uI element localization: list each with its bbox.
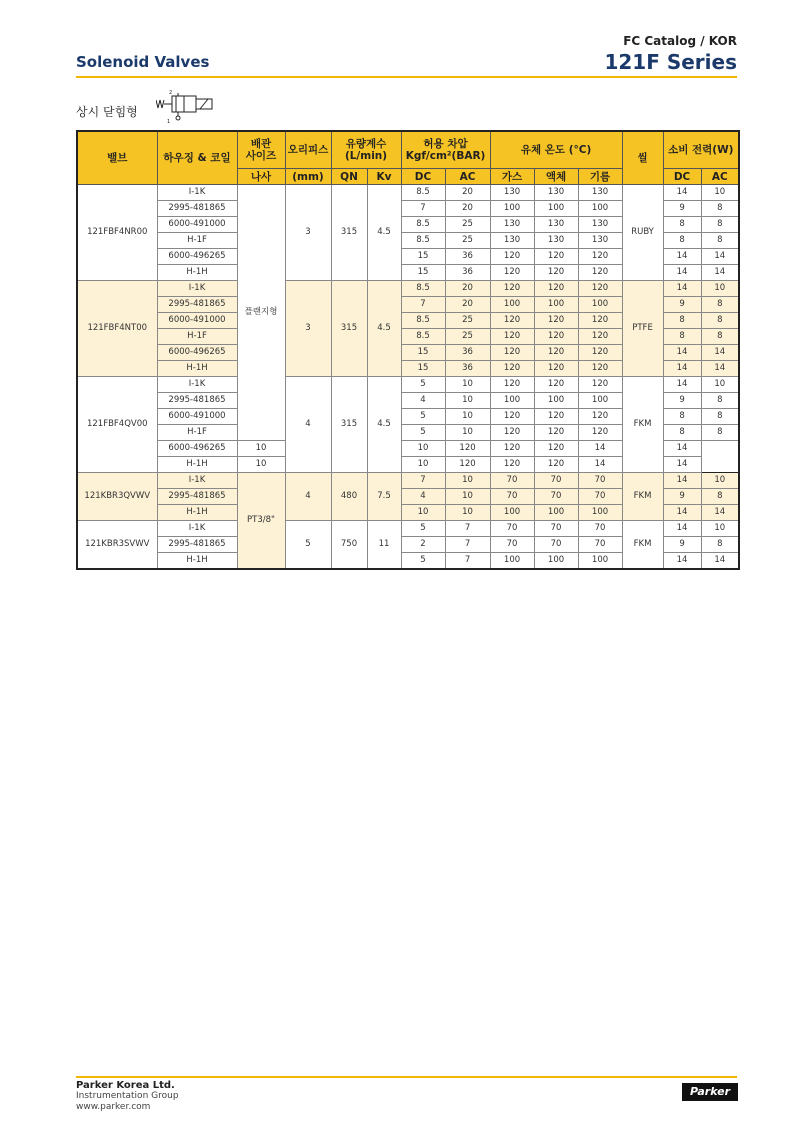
coil-cell: H-1H [157, 265, 237, 281]
kv-cell: 11 [367, 521, 401, 570]
temp-liquid-cell: 100 [534, 201, 578, 217]
seal-cell: RUBY [622, 185, 663, 281]
seal-cell: FKM [622, 377, 663, 473]
coil-cell: 6000-496265 [157, 249, 237, 265]
coil-cell: I-1K [157, 473, 237, 489]
temp-liquid-cell: 120 [534, 265, 578, 281]
symbol-port-top: 2 [169, 90, 173, 96]
temp-gas-cell: 120 [490, 265, 534, 281]
power-ac-cell: 10 [701, 473, 739, 489]
temp-gas-cell: 120 [445, 441, 490, 457]
temp-oil-cell: 120 [578, 249, 622, 265]
temp-gas-cell: 120 [490, 361, 534, 377]
temp-gas-cell: 70 [490, 521, 534, 537]
temp-gas-cell: 120 [445, 457, 490, 473]
power-ac-cell: 8 [701, 201, 739, 217]
pipe-size-cell: 플랜지형 [237, 185, 285, 441]
th-liquid: 액체 [534, 169, 578, 185]
valve-model: 121FBF4NT00 [77, 281, 157, 377]
table-row [77, 473, 739, 489]
temp-gas-cell: 120 [490, 249, 534, 265]
coil-cell: 2995-481865 [157, 393, 237, 409]
temp-gas-cell: 100 [490, 297, 534, 313]
coil-cell: 2995-481865 [157, 297, 237, 313]
power-ac-cell: 14 [701, 345, 739, 361]
pressure-ac-cell: 36 [445, 345, 490, 361]
power-ac-cell: 14 [663, 457, 701, 473]
power-ac-cell: 14 [701, 265, 739, 281]
pressure-dc-cell: 5 [401, 553, 445, 570]
pressure-ac-cell: 10 [445, 505, 490, 521]
temp-gas-cell: 130 [490, 217, 534, 233]
pressure-dc-cell: 5 [401, 377, 445, 393]
pressure-ac-cell: 10 [445, 393, 490, 409]
power-dc-cell: 9 [663, 201, 701, 217]
th-power: 소비 전력(W) [663, 131, 739, 169]
power-ac-cell: 10 [701, 281, 739, 297]
th-power-dc: DC [663, 169, 701, 185]
temp-oil-cell: 120 [578, 425, 622, 441]
kv-cell: 4.5 [367, 377, 401, 473]
temp-liquid-cell: 120 [534, 425, 578, 441]
temp-oil-cell: 120 [578, 345, 622, 361]
pressure-dc-cell: 10 [401, 505, 445, 521]
pressure-ac-cell: 10 [445, 377, 490, 393]
coil-cell: H-1F [157, 425, 237, 441]
temp-liquid-cell: 120 [534, 313, 578, 329]
power-ac-cell: 8 [701, 425, 739, 441]
pressure-ac-cell: 25 [445, 233, 490, 249]
valve-symbol-icon [156, 90, 216, 124]
kv-cell: 7.5 [367, 473, 401, 521]
pressure-dc-cell: 7 [401, 473, 445, 489]
th-housing-coil: 하우징 & 코일 [157, 131, 237, 185]
temp-oil-cell: 70 [578, 489, 622, 505]
th-flow: 유량계수 (L/min) [331, 131, 401, 169]
pressure-ac-cell: 7 [445, 553, 490, 570]
th-kv: Kv [367, 169, 401, 185]
temp-liquid-cell: 70 [534, 537, 578, 553]
temp-gas-cell: 120 [490, 313, 534, 329]
pressure-ac-cell: 10 [445, 489, 490, 505]
coil-cell: 6000-496265 [157, 345, 237, 361]
valve-model: 121FBF4QV00 [77, 377, 157, 473]
power-dc-cell: 14 [578, 441, 622, 457]
temp-liquid-cell: 100 [534, 393, 578, 409]
pressure-ac-cell: 10 [401, 441, 445, 457]
coil-cell: 6000-491000 [157, 409, 237, 425]
temp-liquid-cell: 120 [534, 377, 578, 393]
pressure-dc-cell: 5 [401, 409, 445, 425]
power-ac-cell: 8 [701, 313, 739, 329]
orifice-cell: 4 [285, 377, 331, 473]
power-ac-cell: 14 [701, 361, 739, 377]
power-dc-cell: 8 [663, 425, 701, 441]
pressure-ac-cell: 20 [445, 185, 490, 201]
power-dc-cell: 9 [663, 489, 701, 505]
orifice-cell: 3 [285, 281, 331, 377]
power-ac-cell: 14 [663, 441, 701, 457]
kv-cell: 4.5 [367, 185, 401, 281]
pressure-ac-cell: 36 [445, 361, 490, 377]
temp-gas-cell: 120 [490, 377, 534, 393]
temp-liquid-cell: 100 [534, 505, 578, 521]
power-ac-cell: 14 [701, 553, 739, 570]
coil-cell: 6000-491000 [157, 313, 237, 329]
qn-cell: 480 [331, 473, 367, 521]
temp-gas-cell: 120 [490, 409, 534, 425]
qn-cell: 315 [331, 185, 367, 281]
spec-table-body [77, 185, 739, 570]
pressure-dc-cell: 15 [401, 361, 445, 377]
temp-liquid-cell: 130 [534, 185, 578, 201]
coil-cell: H-1F [157, 233, 237, 249]
coil-cell: I-1K [157, 521, 237, 537]
parker-logo: Parker [682, 1083, 738, 1101]
temp-gas-cell: 100 [490, 505, 534, 521]
temp-gas-cell: 120 [490, 281, 534, 297]
coil-cell: 6000-496265 [157, 441, 237, 457]
temp-oil-cell: 120 [578, 265, 622, 281]
pressure-dc-cell: 10 [237, 457, 285, 473]
power-dc-cell: 9 [663, 297, 701, 313]
division-name: Instrumentation Group [76, 1091, 179, 1101]
temp-oil-cell: 100 [578, 505, 622, 521]
symbol-port-bottom: 1 [167, 119, 171, 124]
th-pressure: 허용 차압 Kgf/cm²(BAR) [401, 131, 490, 169]
temp-gas-cell: 70 [490, 537, 534, 553]
power-dc-cell: 14 [663, 249, 701, 265]
th-orifice-unit: (mm) [285, 169, 331, 185]
pressure-ac-cell: 10 [445, 425, 490, 441]
temp-liquid-cell: 120 [534, 361, 578, 377]
pressure-dc-cell: 7 [401, 297, 445, 313]
temp-liquid-cell: 120 [490, 457, 534, 473]
pressure-dc-cell: 5 [401, 425, 445, 441]
power-dc-cell: 14 [663, 265, 701, 281]
qn-cell: 315 [331, 281, 367, 377]
website-link[interactable]: www.parker.com [76, 1102, 151, 1112]
power-dc-cell: 8 [663, 233, 701, 249]
power-dc-cell: 14 [578, 457, 622, 473]
pressure-ac-cell: 10 [445, 473, 490, 489]
pressure-dc-cell: 8.5 [401, 329, 445, 345]
pressure-dc-cell: 8.5 [401, 185, 445, 201]
power-ac-cell: 8 [701, 489, 739, 505]
valve-type-label: 상시 닫힘형 [76, 105, 138, 119]
seal-cell: FKM [622, 473, 663, 521]
coil-cell: 2995-481865 [157, 201, 237, 217]
power-dc-cell: 8 [663, 313, 701, 329]
pressure-dc-cell: 8.5 [401, 281, 445, 297]
temp-gas-cell: 100 [490, 201, 534, 217]
power-dc-cell: 14 [663, 185, 701, 201]
temp-liquid-cell: 120 [490, 441, 534, 457]
pressure-dc-cell: 10 [237, 441, 285, 457]
temp-oil-cell: 70 [578, 537, 622, 553]
seal-cell: FKM [622, 521, 663, 570]
temp-liquid-cell: 120 [534, 409, 578, 425]
pressure-ac-cell: 25 [445, 329, 490, 345]
pressure-dc-cell: 4 [401, 489, 445, 505]
coil-cell: H-1H [157, 505, 237, 521]
temp-oil-cell: 70 [578, 473, 622, 489]
catalog-label: FC Catalog / KOR [623, 34, 737, 48]
temp-oil-cell: 100 [578, 553, 622, 570]
orifice-cell: 4 [285, 473, 331, 521]
pressure-ac-cell: 25 [445, 217, 490, 233]
kv-cell: 4.5 [367, 281, 401, 377]
power-ac-cell: 8 [701, 537, 739, 553]
temp-oil-cell: 120 [534, 441, 578, 457]
coil-cell: I-1K [157, 377, 237, 393]
power-ac-cell: 14 [701, 249, 739, 265]
header-divider [76, 76, 737, 78]
pressure-ac-cell: 36 [445, 265, 490, 281]
temp-oil-cell: 120 [578, 377, 622, 393]
pressure-dc-cell: 15 [401, 249, 445, 265]
power-dc-cell: 9 [663, 393, 701, 409]
temp-liquid-cell: 120 [534, 329, 578, 345]
temp-oil-cell: 130 [578, 233, 622, 249]
th-qn: QN [331, 169, 367, 185]
th-pipe-unit: 나사 [237, 169, 285, 185]
pressure-dc-cell: 15 [401, 345, 445, 361]
power-ac-cell: 14 [701, 505, 739, 521]
temp-oil-cell: 130 [578, 185, 622, 201]
temp-oil-cell: 100 [578, 297, 622, 313]
temp-gas-cell: 120 [490, 425, 534, 441]
coil-cell: I-1K [157, 185, 237, 201]
coil-cell: 2995-481865 [157, 489, 237, 505]
pressure-dc-cell: 2 [401, 537, 445, 553]
coil-cell: H-1H [157, 553, 237, 570]
temp-liquid-cell: 130 [534, 217, 578, 233]
temp-liquid-cell: 120 [534, 345, 578, 361]
th-orifice: 오리피스 [285, 131, 331, 169]
temp-gas-cell: 70 [490, 489, 534, 505]
temp-liquid-cell: 70 [534, 521, 578, 537]
power-ac-cell: 8 [701, 329, 739, 345]
coil-cell: 6000-491000 [157, 217, 237, 233]
power-dc-cell: 8 [663, 217, 701, 233]
pressure-ac-cell: 10 [401, 457, 445, 473]
table-row [77, 377, 739, 393]
temp-oil-cell: 120 [578, 281, 622, 297]
pressure-ac-cell: 36 [445, 249, 490, 265]
table-row [77, 521, 739, 537]
temp-gas-cell: 120 [490, 345, 534, 361]
power-dc-cell: 14 [663, 505, 701, 521]
power-dc-cell: 14 [663, 281, 701, 297]
table-row [77, 185, 739, 201]
temp-gas-cell: 130 [490, 233, 534, 249]
coil-cell: I-1K [157, 281, 237, 297]
pressure-ac-cell: 20 [445, 297, 490, 313]
pressure-ac-cell: 20 [445, 281, 490, 297]
table-row [77, 281, 739, 297]
pressure-ac-cell: 7 [445, 537, 490, 553]
temp-oil-cell: 120 [578, 313, 622, 329]
temp-gas-cell: 100 [490, 393, 534, 409]
temp-gas-cell: 120 [490, 329, 534, 345]
series-title: 121F Series [604, 50, 737, 74]
power-dc-cell: 14 [663, 521, 701, 537]
temp-oil-cell: 100 [578, 201, 622, 217]
temp-liquid-cell: 120 [534, 249, 578, 265]
power-ac-cell: 10 [701, 377, 739, 393]
th-pressure-dc: DC [401, 169, 445, 185]
company-name: Parker Korea Ltd. [76, 1080, 175, 1091]
power-dc-cell: 14 [663, 377, 701, 393]
valve-model: 121FBF4NR00 [77, 185, 157, 281]
power-dc-cell: 14 [663, 473, 701, 489]
power-ac-cell: 8 [701, 233, 739, 249]
orifice-cell: 5 [285, 521, 331, 570]
pressure-ac-cell: 20 [445, 201, 490, 217]
th-valve: 밸브 [77, 131, 157, 185]
temp-oil-cell: 120 [578, 409, 622, 425]
th-power-ac: AC [701, 169, 739, 185]
power-ac-cell: 8 [701, 393, 739, 409]
temp-liquid-cell: 100 [534, 297, 578, 313]
power-dc-cell: 9 [663, 537, 701, 553]
th-gas: 가스 [490, 169, 534, 185]
pipe-size-cell: PT3/8" [237, 473, 285, 570]
temp-oil-cell: 120 [534, 457, 578, 473]
temp-oil-cell: 130 [578, 217, 622, 233]
section-title: Solenoid Valves [76, 53, 210, 71]
pressure-dc-cell: 8.5 [401, 233, 445, 249]
orifice-cell: 3 [285, 185, 331, 281]
seal-cell: PTFE [622, 281, 663, 377]
power-ac-cell: 10 [701, 185, 739, 201]
footer-divider [76, 1076, 737, 1078]
coil-cell: H-1H [157, 457, 237, 473]
coil-cell: H-1F [157, 329, 237, 345]
power-ac-cell: 8 [701, 409, 739, 425]
pressure-dc-cell: 15 [401, 265, 445, 281]
temp-gas-cell: 130 [490, 185, 534, 201]
temp-gas-cell: 70 [490, 473, 534, 489]
pressure-dc-cell: 4 [401, 393, 445, 409]
qn-cell: 315 [331, 377, 367, 473]
coil-cell: H-1H [157, 361, 237, 377]
pressure-ac-cell: 10 [445, 409, 490, 425]
th-seal: 씰 [622, 131, 663, 185]
temp-oil-cell: 120 [578, 329, 622, 345]
pressure-dc-cell: 8.5 [401, 313, 445, 329]
qn-cell: 750 [331, 521, 367, 570]
pressure-dc-cell: 8.5 [401, 217, 445, 233]
temp-liquid-cell: 70 [534, 489, 578, 505]
temp-oil-cell: 70 [578, 521, 622, 537]
th-oil: 기름 [578, 169, 622, 185]
power-ac-cell: 8 [701, 217, 739, 233]
power-dc-cell: 8 [663, 409, 701, 425]
power-ac-cell: 10 [701, 521, 739, 537]
power-ac-cell: 8 [701, 297, 739, 313]
power-dc-cell: 14 [663, 553, 701, 570]
power-dc-cell: 8 [663, 329, 701, 345]
pressure-dc-cell: 7 [401, 201, 445, 217]
valve-model: 121KBR3SVWV [77, 521, 157, 570]
temp-liquid-cell: 100 [534, 553, 578, 570]
pressure-ac-cell: 25 [445, 313, 490, 329]
pressure-dc-cell: 5 [401, 521, 445, 537]
temp-liquid-cell: 70 [534, 473, 578, 489]
th-pressure-ac: AC [445, 169, 490, 185]
temp-liquid-cell: 120 [534, 281, 578, 297]
temp-gas-cell: 100 [490, 553, 534, 570]
spec-table [76, 130, 740, 570]
th-pipe-size: 배관 사이즈 [237, 131, 285, 169]
valve-model: 121KBR3QVWV [77, 473, 157, 521]
temp-oil-cell: 120 [578, 361, 622, 377]
th-temperature: 유체 온도 (°C) [490, 131, 622, 169]
power-dc-cell: 14 [663, 345, 701, 361]
temp-liquid-cell: 130 [534, 233, 578, 249]
power-dc-cell: 14 [663, 361, 701, 377]
temp-oil-cell: 100 [578, 393, 622, 409]
pressure-ac-cell: 7 [445, 521, 490, 537]
coil-cell: 2995-481865 [157, 537, 237, 553]
